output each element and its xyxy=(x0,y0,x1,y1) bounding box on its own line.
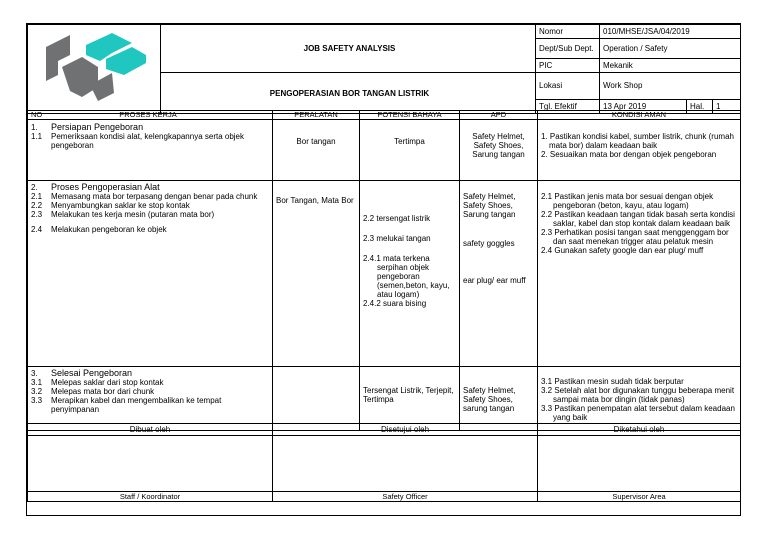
kondisi-text: 3.3 Pastikan penempatan alat tersebut dalam keadaan yang baik xyxy=(541,404,735,422)
step-text: Selesai Pengeboran xyxy=(51,368,133,378)
proses-cell xyxy=(28,367,273,431)
meta-value: 13 Apr 2019 xyxy=(600,99,687,113)
step-number: 2.4 xyxy=(31,225,43,234)
apd-cell xyxy=(460,120,538,181)
signature-box-left xyxy=(28,436,273,492)
potensi-text: 2.4.1 mata terkena serpihan objek pengeboran (semen,beton, kayu, atau logam) xyxy=(363,254,450,299)
step-text: Proses Pengoperasian Alat xyxy=(51,182,160,192)
step-number: 2.1 xyxy=(31,192,43,201)
role-mid: Safety Officer xyxy=(273,492,538,502)
disetujui-label: Disetujui oleh xyxy=(273,424,538,436)
step-number: 2. xyxy=(31,183,38,192)
peralatan-cell: Bor tangan xyxy=(273,120,360,181)
column-header-kondisi: KONDISI AMAN xyxy=(538,111,741,120)
table-row xyxy=(28,367,741,431)
step-number: 1. xyxy=(31,123,38,132)
step-text: Menyambungkan saklar ke stop kontak xyxy=(51,201,190,210)
apd-text: Safety Helmet, Safety Shoes, sarung tangan xyxy=(463,386,516,413)
potensi-text: 2.2 tersengat listrik xyxy=(363,214,431,223)
step-text: Melakukan pengeboran ke objek xyxy=(51,225,167,234)
proses-cell xyxy=(28,181,273,367)
apd-cell xyxy=(460,181,538,367)
meta-label: Hal. xyxy=(687,99,713,113)
apd-text: safety goggles xyxy=(463,239,515,248)
step-number: 3.3 xyxy=(31,396,43,405)
kondisi-text: 2.2 Pastikan keadaan tangan tidak basah serta kondisi saklar, kabel dan stop kontak dalam keadaan baik xyxy=(541,210,735,228)
role-right: Supervisor Area xyxy=(538,492,741,502)
kondisi-text: 2.3 Perhatikan posisi tangan saat menggenggam bor dan saat menekan trigger atau pelatuk mesin xyxy=(541,228,729,246)
step-number: 3.2 xyxy=(31,387,43,396)
step-number: 3.1 xyxy=(31,378,43,387)
potensi-cell xyxy=(360,367,460,431)
meta-label: Lokasi xyxy=(536,73,600,100)
logo-cell xyxy=(28,25,161,114)
step-text: Merapikan kabel dan mengembalikan ke tempat penyimpanan xyxy=(51,396,222,414)
apd-text: ear plug/ ear muff xyxy=(463,276,526,285)
kondisi-text: 2.1 Pastikan jenis mata bor sesuai dengan objek pengeboran (beton, kayu, atau logam) xyxy=(541,192,714,210)
jsa-table xyxy=(27,110,741,431)
column-header-potensi: POTENSI BAHAYA xyxy=(360,111,460,120)
column-header-no: NO xyxy=(31,110,43,119)
step-text: Pemeriksaan kondisi alat, kelengkapannya serta objek pengeboran xyxy=(51,132,245,150)
column-header-proses: NO PROSES KERJA xyxy=(28,111,273,120)
apd-text: Safety Helmet, Safety Shoes, Sarung tangan xyxy=(463,192,516,219)
proses-cell xyxy=(28,120,273,181)
document-title: JOB SAFETY ANALYSIS xyxy=(161,25,536,73)
kondisi-cell xyxy=(538,181,741,367)
potensi-cell xyxy=(360,120,460,181)
kondisi-text: 3.1 Pastikan mesin sudah tidak berputar xyxy=(541,377,684,386)
meta-label: PIC xyxy=(536,59,600,73)
apd-cell xyxy=(460,367,538,431)
peralatan-cell: Bor Tangan, Mata Bor xyxy=(273,181,360,367)
signature-box-mid xyxy=(273,436,538,492)
kondisi-text: 2.4 Gunakan safety google dan ear plug/ muff xyxy=(541,246,704,255)
potensi-text: 2.3 melukai tangan xyxy=(363,234,431,243)
apd-text: Safety Helmet, Safety Shoes, Sarung tangan xyxy=(472,132,525,159)
step-number: 3. xyxy=(31,369,38,378)
dibuat-label: Dibuat oleh xyxy=(28,424,273,436)
step-number: 2.3 xyxy=(31,210,43,219)
potensi-text: 2.4.2 suara bising xyxy=(363,299,427,308)
step-text: Memasang mata bor terpasang dengan benar pada chunk xyxy=(51,192,258,201)
column-header-apd: APD xyxy=(460,111,538,120)
kondisi-text: 3.2 Setelah alat bor digunakan tunggu beberapa menit sampai mata bor dingin (tidak panas) xyxy=(541,386,735,404)
potensi-text: Tersengat Listrik, Terjepit, Tertimpa xyxy=(363,386,454,404)
peralatan-cell xyxy=(273,367,360,431)
meta-value: 1 xyxy=(713,99,741,113)
potensi-text: Tertimpa xyxy=(394,137,425,146)
kondisi-text: 2. Sesuaikan mata bor dengan objek pengeboran xyxy=(541,150,717,159)
signature-box-right xyxy=(538,436,741,492)
header-table xyxy=(27,24,741,114)
potensi-cell xyxy=(360,181,460,367)
document-subtitle: PENGOPERASIAN BOR TANGAN LISTRIK xyxy=(161,73,536,114)
meta-value: Mekanik xyxy=(600,59,741,73)
meta-value: Operation / Safety xyxy=(600,39,741,59)
step-number: 1.1 xyxy=(31,132,43,141)
kondisi-cell xyxy=(538,367,741,431)
meta-label: Nomor xyxy=(536,25,600,39)
step-text: Melakukan tes kerja mesin (putaran mata bor) xyxy=(51,210,215,219)
step-number: 2.2 xyxy=(31,201,43,210)
table-row xyxy=(28,120,741,181)
column-header-peralatan: PERALATAN xyxy=(273,111,360,120)
kondisi-text: 1. Pastikan kondisi kabel, sumber listrik, chunk (rumah mata bor) dalam keadaan baik xyxy=(541,132,734,150)
meta-label: Dept/Sub Dept. xyxy=(536,39,600,59)
signature-table xyxy=(27,423,741,502)
company-logo-icon xyxy=(28,25,161,111)
meta-value: Work Shop xyxy=(600,73,741,100)
step-text: Melepas mata bor dari chunk xyxy=(51,387,155,396)
step-text: Persiapan Pengeboran xyxy=(51,122,144,132)
meta-label: Tgl. Efektif xyxy=(536,99,600,113)
meta-value: 010/MHSE/JSA/04/2019 xyxy=(600,25,741,39)
jsa-document xyxy=(26,23,741,516)
kondisi-cell xyxy=(538,120,741,181)
diketahui-label: Diketahui oleh xyxy=(538,424,741,436)
step-text: Melepas saklar dari stop kontak xyxy=(51,378,164,387)
table-row xyxy=(28,181,741,367)
role-left: Staff / Koordinator xyxy=(28,492,273,502)
